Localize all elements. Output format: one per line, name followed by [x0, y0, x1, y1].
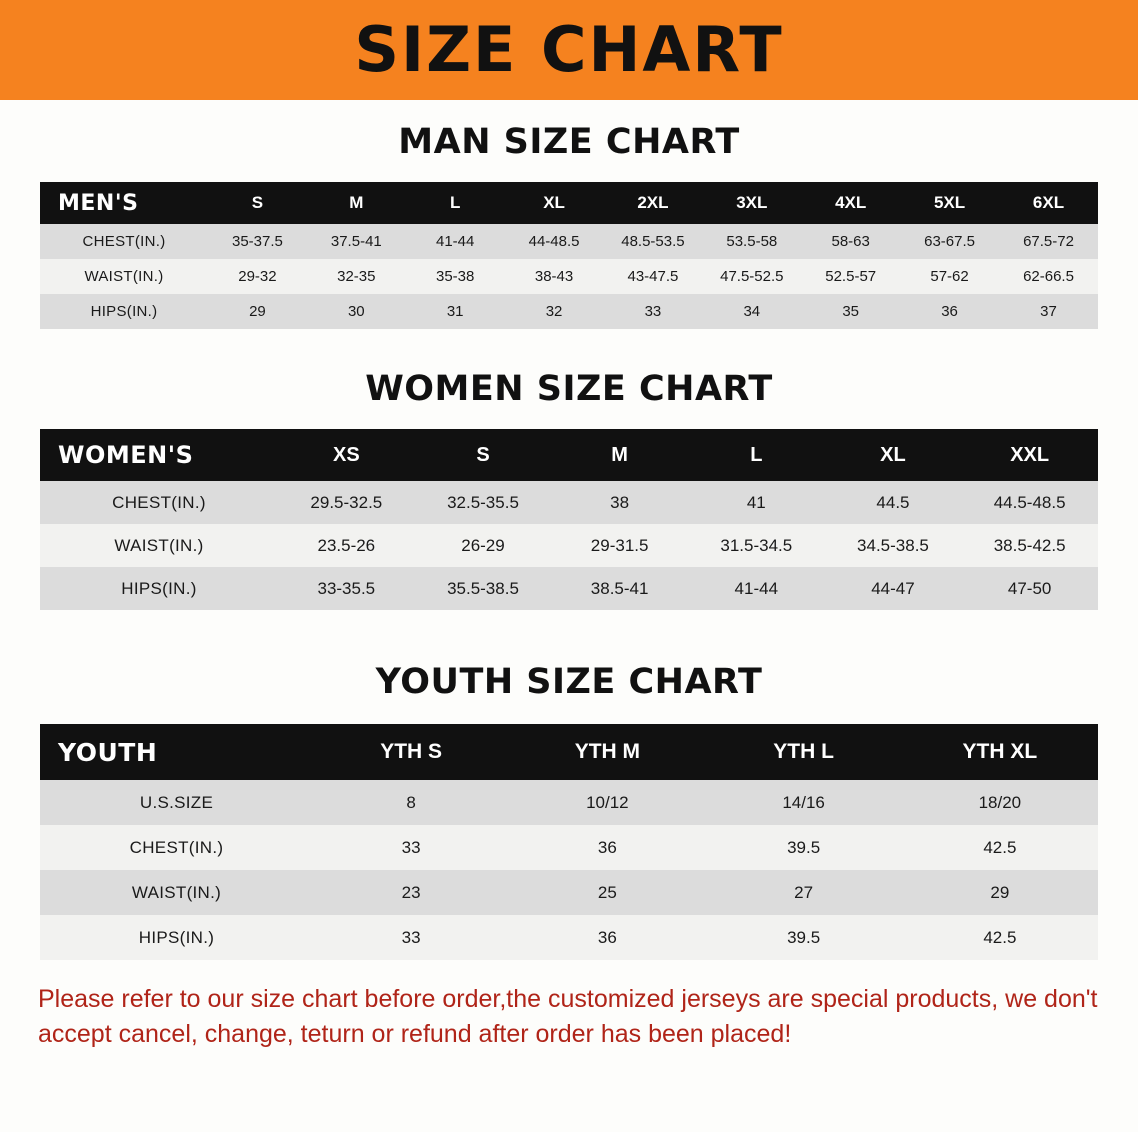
- women-size-table: [40, 429, 1098, 610]
- measurement-cell: 33: [401, 837, 421, 857]
- measurement-cell: 34.5-38.5: [857, 535, 929, 555]
- table-header-row: [40, 724, 1098, 780]
- row-label: HIPS(IN.): [121, 578, 197, 598]
- measurement-cell: 31.5-34.5: [720, 535, 793, 555]
- measurement-cell: 32: [545, 303, 563, 320]
- measurement-cell: 27: [794, 882, 814, 902]
- man-size-table: [40, 182, 1098, 329]
- row-label: HIPS(IN.): [90, 303, 158, 320]
- measurement-cell: 29-32: [238, 268, 277, 285]
- row-label: WAIST(IN.): [114, 535, 204, 555]
- column-header-size: YTH L: [773, 740, 834, 763]
- column-header-size: YTH XL: [962, 740, 1038, 763]
- measurement-cell: 25: [597, 882, 617, 902]
- measurement-cell: 44.5-48.5: [993, 492, 1066, 512]
- youth-table-header: [40, 724, 1098, 780]
- measurement-cell: 42.5: [983, 837, 1017, 857]
- measurement-cell: 63-67.5: [924, 233, 975, 250]
- row-label: U.S.SIZE: [139, 792, 214, 812]
- youth-table-wrap: [40, 724, 1098, 960]
- measurement-cell: 33: [401, 927, 421, 947]
- measurement-cell: 44-48.5: [528, 233, 580, 250]
- measurement-cell: 29-31.5: [590, 535, 649, 555]
- youth-table-body: [40, 780, 1098, 960]
- measurement-cell: 62-66.5: [1023, 268, 1074, 285]
- women-section-heading: WOMEN SIZE CHART: [365, 369, 773, 409]
- measurement-cell: 53.5-58: [726, 233, 778, 250]
- measurement-cell: 35.5-38.5: [447, 578, 519, 598]
- measurement-cell: 30: [347, 303, 365, 320]
- row-label: CHEST(IN.): [129, 837, 224, 857]
- table-row: [40, 780, 1098, 825]
- header-banner: [0, 0, 1138, 100]
- order-policy-note: Please refer to our size chart before order,the customized jerseys are special products, we don't accept cancel, change, teturn or refund after order has been placed!: [38, 985, 1098, 1048]
- measurement-cell: 31: [446, 303, 464, 320]
- man-table-body: [40, 224, 1098, 329]
- column-header-size: XL: [543, 193, 565, 212]
- measurement-cell: 39.5: [787, 927, 821, 947]
- measurement-cell: 35-38: [436, 268, 475, 285]
- measurement-cell: 23: [401, 882, 421, 902]
- measurement-cell: 57-62: [930, 268, 969, 285]
- page-title: SIZE CHART: [354, 13, 784, 86]
- measurement-cell: 34: [743, 303, 761, 320]
- man-section-heading: MAN SIZE CHART: [398, 122, 740, 162]
- measurement-cell: 23.5-26: [317, 535, 376, 555]
- measurement-cell: 47.5-52.5: [720, 268, 784, 285]
- measurement-cell: 38: [610, 492, 630, 512]
- table-row: [40, 481, 1098, 524]
- row-label: WAIST(IN.): [84, 268, 164, 285]
- column-header-size: 2XL: [637, 193, 669, 212]
- measurement-cell: 36: [941, 303, 958, 320]
- table-header-row: [40, 429, 1098, 481]
- table-row: [40, 524, 1098, 567]
- women-table-body: [40, 481, 1098, 610]
- measurement-cell: 33-35.5: [317, 578, 376, 598]
- measurement-cell: 38-43: [534, 268, 574, 285]
- measurement-cell: 44-47: [871, 578, 915, 598]
- table-row: [40, 259, 1098, 294]
- row-label: HIPS(IN.): [138, 927, 215, 947]
- measurement-cell: 36: [597, 837, 617, 857]
- measurement-cell: 48.5-53.5: [621, 233, 685, 250]
- measurement-cell: 47-50: [1007, 578, 1052, 598]
- table-header-row: [40, 182, 1098, 224]
- measurement-cell: 33: [644, 303, 662, 320]
- row-label: CHEST(IN.): [112, 492, 206, 512]
- measurement-cell: 41-44: [734, 578, 779, 598]
- table-row: [40, 825, 1098, 870]
- column-header-size: S: [251, 193, 264, 212]
- measurement-cell: 37: [1040, 303, 1057, 320]
- column-header-size: YTH M: [574, 740, 641, 763]
- column-header-size: 5XL: [933, 193, 966, 212]
- measurement-cell: 38.5-42.5: [993, 535, 1066, 555]
- column-header-size: S: [476, 443, 490, 466]
- row-label: WAIST(IN.): [131, 882, 222, 902]
- column-header-size: L: [750, 443, 763, 466]
- women-table-header: [40, 429, 1098, 481]
- measurement-cell: 32.5-35.5: [447, 492, 519, 512]
- column-header-size: XXL: [1010, 443, 1050, 466]
- column-header-size: YTH S: [380, 740, 443, 763]
- table-row: [40, 224, 1098, 259]
- measurement-cell: 41-44: [436, 233, 475, 250]
- measurement-cell: 14/16: [782, 792, 825, 812]
- table-row: [40, 870, 1098, 915]
- man-table-header: [40, 182, 1098, 224]
- column-header-rowlabel: MEN'S: [58, 190, 139, 216]
- measurement-cell: 39.5: [787, 837, 821, 857]
- measurement-cell: 8: [406, 792, 416, 812]
- man-table-wrap: [40, 182, 1098, 329]
- measurement-cell: 32-35: [337, 268, 376, 285]
- measurement-cell: 29: [249, 303, 266, 320]
- column-header-size: XL: [880, 443, 906, 466]
- measurement-cell: 29: [990, 882, 1010, 902]
- measurement-cell: 18/20: [978, 792, 1022, 812]
- column-header-size: L: [449, 193, 461, 212]
- measurement-cell: 10/12: [586, 792, 629, 812]
- measurement-cell: 37.5-41: [330, 233, 382, 250]
- measurement-cell: 41: [746, 492, 766, 512]
- column-header-size: 4XL: [835, 193, 867, 212]
- measurement-cell: 26-29: [461, 535, 505, 555]
- table-row: [40, 567, 1098, 610]
- column-header-size: 6XL: [1032, 193, 1065, 212]
- row-label: CHEST(IN.): [82, 233, 166, 250]
- column-header-size: M: [349, 193, 364, 212]
- table-row: [40, 294, 1098, 329]
- measurement-cell: 52.5-57: [825, 268, 877, 285]
- youth-size-table: [40, 724, 1098, 960]
- column-header-size: M: [611, 443, 628, 466]
- women-table-wrap: [40, 429, 1098, 610]
- column-header-rowlabel: YOUTH: [58, 737, 158, 767]
- measurement-cell: 58-63: [831, 233, 870, 250]
- measurement-cell: 42.5: [983, 927, 1017, 947]
- column-header-size: XS: [332, 443, 360, 466]
- column-header-rowlabel: WOMEN'S: [58, 441, 194, 469]
- table-row: [40, 915, 1098, 960]
- measurement-cell: 35-37.5: [232, 233, 283, 250]
- measurement-cell: 44.5: [876, 492, 910, 512]
- measurement-cell: 29.5-32.5: [310, 492, 383, 512]
- measurement-cell: 36: [597, 927, 617, 947]
- youth-section-heading: YOUTH SIZE CHART: [375, 662, 763, 702]
- measurement-cell: 43-47.5: [627, 268, 679, 285]
- measurement-cell: 35: [842, 303, 860, 320]
- column-header-size: 3XL: [736, 193, 768, 212]
- measurement-cell: 38.5-41: [590, 578, 649, 598]
- measurement-cell: 67.5-72: [1023, 233, 1074, 250]
